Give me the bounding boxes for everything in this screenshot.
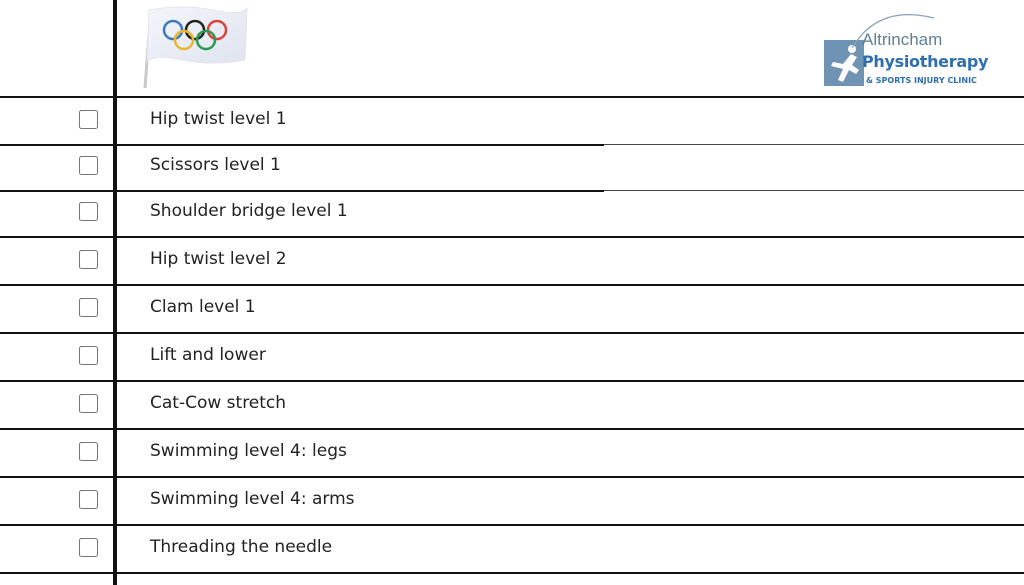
list-item [0,332,1024,380]
list-item [0,476,1024,524]
olympic-rings-flag-icon [143,4,251,88]
exercise-label: Clam level 1 [150,297,256,317]
list-item [0,380,1024,428]
clinic-logo [820,10,1016,90]
list-item [0,284,1024,332]
exercise-checkbox[interactable] [79,346,98,365]
exercise-label: Cat-Cow stretch [150,393,287,413]
logo-text-tagline: & SPORTS INJURY CLINIC [866,76,977,85]
exercise-checkbox[interactable] [79,110,98,129]
exercise-label: Hip twist level 2 [150,249,287,269]
list-item [0,236,1024,284]
exercise-label: Swimming level 4: arms [150,489,355,509]
exercise-checkbox[interactable] [79,250,98,269]
exercise-label: Shoulder bridge level 1 [150,201,348,221]
column-divider [113,0,117,585]
exercise-label: Lift and lower [150,345,266,365]
exercise-label: Hip twist level 1 [150,109,287,129]
exercise-checkbox[interactable] [79,156,98,175]
exercise-checkbox[interactable] [79,490,98,509]
list-item [0,524,1024,572]
logo-text-physiotherapy: Physiotherapy [862,52,989,71]
exercise-checkbox[interactable] [79,538,98,557]
list-item [0,144,1024,190]
list-item [0,190,1024,236]
exercise-checkbox[interactable] [79,298,98,317]
list-item [0,96,1024,144]
list-item [0,428,1024,476]
exercise-label: Scissors level 1 [150,155,281,175]
checklist [0,96,1024,576]
exercise-checkbox[interactable] [79,394,98,413]
exercise-checkbox[interactable] [79,442,98,461]
header [0,0,1024,96]
exercise-label: Swimming level 4: legs [150,441,347,461]
exercise-checkbox[interactable] [79,202,98,221]
row-divider [0,572,1024,576]
logo-text-altrincham: Altrincham [862,30,943,49]
exercise-label: Threading the needle [150,537,333,557]
